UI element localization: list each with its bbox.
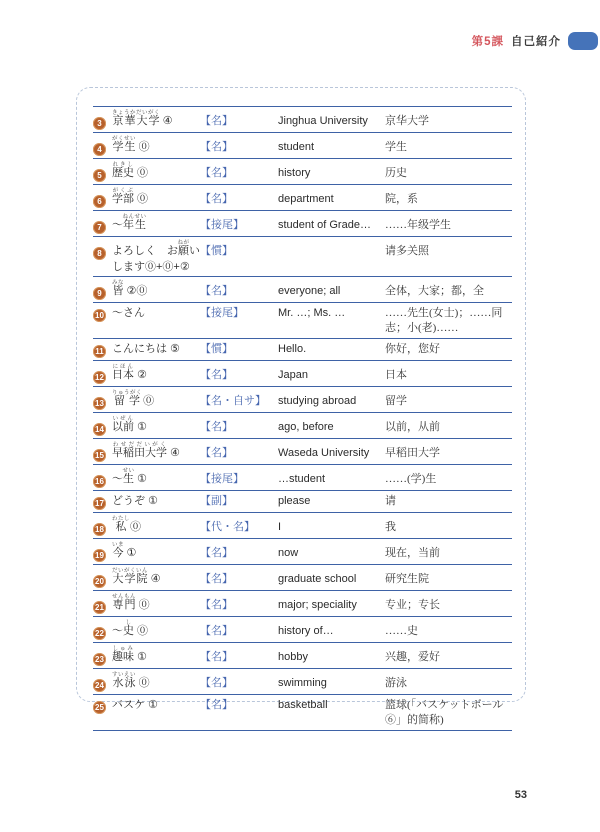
vocab-row xyxy=(93,185,512,211)
entry-english: Jinghua University xyxy=(278,115,368,127)
entry-pos: 【名】 xyxy=(200,447,233,459)
entry-english: studying abroad xyxy=(278,395,357,407)
entry-english: student xyxy=(278,141,315,153)
vocab-row xyxy=(93,617,512,643)
entry-chinese: 留学 xyxy=(385,395,407,407)
vocab-row xyxy=(93,159,512,185)
vocab-row xyxy=(93,669,512,695)
vocab-row xyxy=(93,211,512,237)
entry-word-cell xyxy=(93,646,200,666)
entry-number-badge: 13 xyxy=(93,397,106,410)
entry-chinese: ……史 xyxy=(385,625,418,637)
entry-word-cell xyxy=(93,416,200,436)
entry-pos: 【名】 xyxy=(200,141,233,153)
entry-word-cell xyxy=(93,280,200,300)
page-number: 53 xyxy=(514,789,527,801)
entry-chinese: 学生 xyxy=(385,141,407,153)
vocab-row xyxy=(93,491,512,513)
entry-number-badge: 11 xyxy=(93,345,106,358)
lesson-title: 自己紹介 xyxy=(511,36,561,48)
entry-word-cell xyxy=(93,110,200,130)
entry-number-badge: 7 xyxy=(93,221,106,234)
page-header xyxy=(472,32,600,50)
entry-english: Mr. …; Ms. … xyxy=(278,307,346,319)
vocab-row xyxy=(93,439,512,465)
vocab-row xyxy=(93,539,512,565)
entry-word: 留学りゅうがく ⓪ xyxy=(112,390,155,407)
entry-word: バスケ ① xyxy=(112,699,158,711)
entry-english: please xyxy=(278,495,311,507)
entry-word: 京華大学きょうかだいがく ④ xyxy=(112,110,173,127)
chapter-tab-marker xyxy=(568,32,598,50)
entry-english: department xyxy=(278,193,334,205)
vocab-table xyxy=(93,106,512,731)
entry-word-cell xyxy=(93,162,200,182)
entry-word: ～生せい ① xyxy=(112,468,147,485)
lesson-number: 第5課 xyxy=(471,36,504,48)
vocab-list-box xyxy=(76,87,526,726)
vocab-row xyxy=(93,591,512,617)
entry-pos: 【名】 xyxy=(200,369,233,381)
entry-number-badge: 8 xyxy=(93,247,106,260)
vocab-row xyxy=(93,387,512,413)
vocab-row xyxy=(93,237,512,277)
entry-word-cell xyxy=(93,468,200,488)
entry-pos: 【名】 xyxy=(200,599,233,611)
entry-chinese: 研究生院 xyxy=(385,573,429,585)
entry-number-badge: 10 xyxy=(93,309,106,322)
entry-word: 今いま ① xyxy=(112,542,137,559)
entry-chinese: ……(学)生 xyxy=(385,473,437,485)
entry-word: 私わたし ⓪ xyxy=(112,516,142,533)
entry-word-cell xyxy=(93,516,200,536)
entry-pos: 【代・名】 xyxy=(200,521,255,533)
entry-number-badge: 23 xyxy=(93,653,106,666)
entry-word-cell xyxy=(93,620,200,640)
entry-word: 皆みな ②⓪ xyxy=(112,280,148,297)
entry-word: 学部がくぶ ⓪ xyxy=(112,188,149,205)
entry-number-badge: 4 xyxy=(93,143,106,156)
entry-pos: 【名】 xyxy=(200,421,233,433)
entry-number-badge: 5 xyxy=(93,169,106,182)
entry-english: major; speciality xyxy=(278,599,357,611)
entry-chinese: 全体，大家；都，全 xyxy=(385,285,484,297)
entry-pos: 【名・自サ】 xyxy=(200,395,266,407)
entry-word: 趣味しゅみ ① xyxy=(112,646,147,663)
entry-word: 以前いぜん ① xyxy=(112,416,147,433)
entry-word: 歴史れきし ⓪ xyxy=(112,162,149,179)
entry-english: swimming xyxy=(278,677,327,689)
entry-chinese: 日本 xyxy=(385,369,407,381)
entry-pos: 【接尾】 xyxy=(200,219,244,231)
entry-number-badge: 18 xyxy=(93,523,106,536)
entry-chinese: 早稻田大学 xyxy=(385,447,440,459)
entry-pos: 【慣】 xyxy=(200,343,233,355)
entry-english: Waseda University xyxy=(278,447,370,459)
entry-pos: 【名】 xyxy=(200,193,233,205)
entry-number-badge: 9 xyxy=(93,287,106,300)
entry-word-cell xyxy=(93,542,200,562)
entry-chinese: 京华大学 xyxy=(385,115,429,127)
entry-word-cell xyxy=(93,698,200,714)
entry-english: hobby xyxy=(278,651,308,663)
entry-word: よろしく お願ねがい します⓪+⓪+② xyxy=(112,240,200,273)
vocab-row xyxy=(93,565,512,591)
entry-word-cell xyxy=(93,240,200,274)
entry-chinese: 游泳 xyxy=(385,677,407,689)
entry-pos: 【名】 xyxy=(200,677,233,689)
entry-english: history xyxy=(278,167,311,179)
vocab-row xyxy=(93,695,512,731)
entry-english: …student xyxy=(278,473,326,485)
vocab-row xyxy=(93,643,512,669)
entry-word-cell xyxy=(93,442,200,462)
entry-pos: 【名】 xyxy=(200,625,233,637)
entry-word-cell xyxy=(93,364,200,384)
entry-english: everyone; all xyxy=(278,285,341,297)
entry-pos: 【名】 xyxy=(200,651,233,663)
entry-pos: 【接尾】 xyxy=(200,473,244,485)
entry-word-cell xyxy=(93,568,200,588)
entry-pos: 【名】 xyxy=(200,115,233,127)
entry-chinese: ……先生(女士)；……同志；小(老)…… xyxy=(385,307,503,334)
entry-chinese: 以前，从前 xyxy=(385,421,440,433)
entry-pos: 【接尾】 xyxy=(200,307,244,319)
entry-english: ago, before xyxy=(278,421,334,433)
entry-number-badge: 17 xyxy=(93,497,106,510)
entry-number-badge: 6 xyxy=(93,195,106,208)
entry-number-badge: 24 xyxy=(93,679,106,692)
entry-word: 日本にほん ② xyxy=(112,364,147,381)
entry-word: こんにちは ⑤ xyxy=(112,343,180,355)
entry-english: Hello. xyxy=(278,343,307,355)
entry-word-cell xyxy=(93,594,200,614)
entry-chinese: ……年级学生 xyxy=(385,219,451,231)
entry-word: 早稲田大学わせだだいがく ④ xyxy=(112,442,180,459)
entry-number-badge: 3 xyxy=(93,117,106,130)
entry-chinese: 请 xyxy=(385,495,396,507)
entry-word-cell xyxy=(93,306,200,322)
entry-english: now xyxy=(278,547,299,559)
entry-word-cell xyxy=(93,494,200,510)
entry-number-badge: 15 xyxy=(93,449,106,462)
vocab-row xyxy=(93,107,512,133)
entry-chinese: 请多关照 xyxy=(385,245,429,257)
entry-number-badge: 12 xyxy=(93,371,106,384)
entry-word-cell xyxy=(93,390,200,410)
entry-pos: 【名】 xyxy=(200,699,233,711)
entry-english: history of… xyxy=(278,625,334,637)
entry-number-badge: 22 xyxy=(93,627,106,640)
entry-number-badge: 20 xyxy=(93,575,106,588)
entry-english: Japan xyxy=(278,369,308,381)
entry-pos: 【副】 xyxy=(200,495,233,507)
vocab-row xyxy=(93,303,512,339)
entry-english: student of Grade… xyxy=(278,219,371,231)
entry-word: 学生がくせい ⓪ xyxy=(112,136,150,153)
entry-word: ～史し ⓪ xyxy=(112,620,149,637)
entry-pos: 【慣】 xyxy=(200,245,233,257)
entry-pos: 【名】 xyxy=(200,547,233,559)
vocab-row xyxy=(93,413,512,439)
entry-word-cell xyxy=(93,342,200,358)
entry-word: ～さん xyxy=(112,307,145,319)
vocab-row xyxy=(93,133,512,159)
entry-chinese: 专业；专长 xyxy=(385,599,440,611)
entry-english: I xyxy=(278,521,282,533)
vocab-row xyxy=(93,465,512,491)
entry-number-badge: 25 xyxy=(93,701,106,714)
entry-chinese: 你好，您好 xyxy=(385,343,440,355)
entry-number-badge: 14 xyxy=(93,423,106,436)
vocab-row xyxy=(93,277,512,303)
entry-word: どうぞ ① xyxy=(112,495,158,507)
entry-number-badge: 19 xyxy=(93,549,106,562)
entry-word: 大学院だいがくいん ④ xyxy=(112,568,161,585)
entry-chinese: 篮球(「バスケットボール⑥」的简称) xyxy=(385,699,504,726)
entry-number-badge: 16 xyxy=(93,475,106,488)
entry-english: basketball xyxy=(278,699,328,711)
vocab-row xyxy=(93,339,512,361)
entry-chinese: 我 xyxy=(385,521,396,533)
vocab-row xyxy=(93,361,512,387)
entry-pos: 【名】 xyxy=(200,167,233,179)
entry-chinese: 兴趣，爱好 xyxy=(385,651,440,663)
vocab-row xyxy=(93,513,512,539)
entry-english: graduate school xyxy=(278,573,357,585)
entry-number-badge: 21 xyxy=(93,601,106,614)
entry-pos: 【名】 xyxy=(200,285,233,297)
entry-chinese: 院，系 xyxy=(385,193,418,205)
entry-word-cell xyxy=(93,672,200,692)
entry-chinese: 现在，当前 xyxy=(385,547,440,559)
entry-word-cell xyxy=(93,136,200,156)
entry-word: 専門せんもん ⓪ xyxy=(112,594,150,611)
entry-chinese: 历史 xyxy=(385,167,407,179)
entry-word-cell xyxy=(93,188,200,208)
entry-word: ～年生ねんせい xyxy=(112,214,147,231)
entry-word-cell xyxy=(93,214,200,234)
entry-pos: 【名】 xyxy=(200,573,233,585)
entry-word: 水泳すいえい ⓪ xyxy=(112,672,150,689)
